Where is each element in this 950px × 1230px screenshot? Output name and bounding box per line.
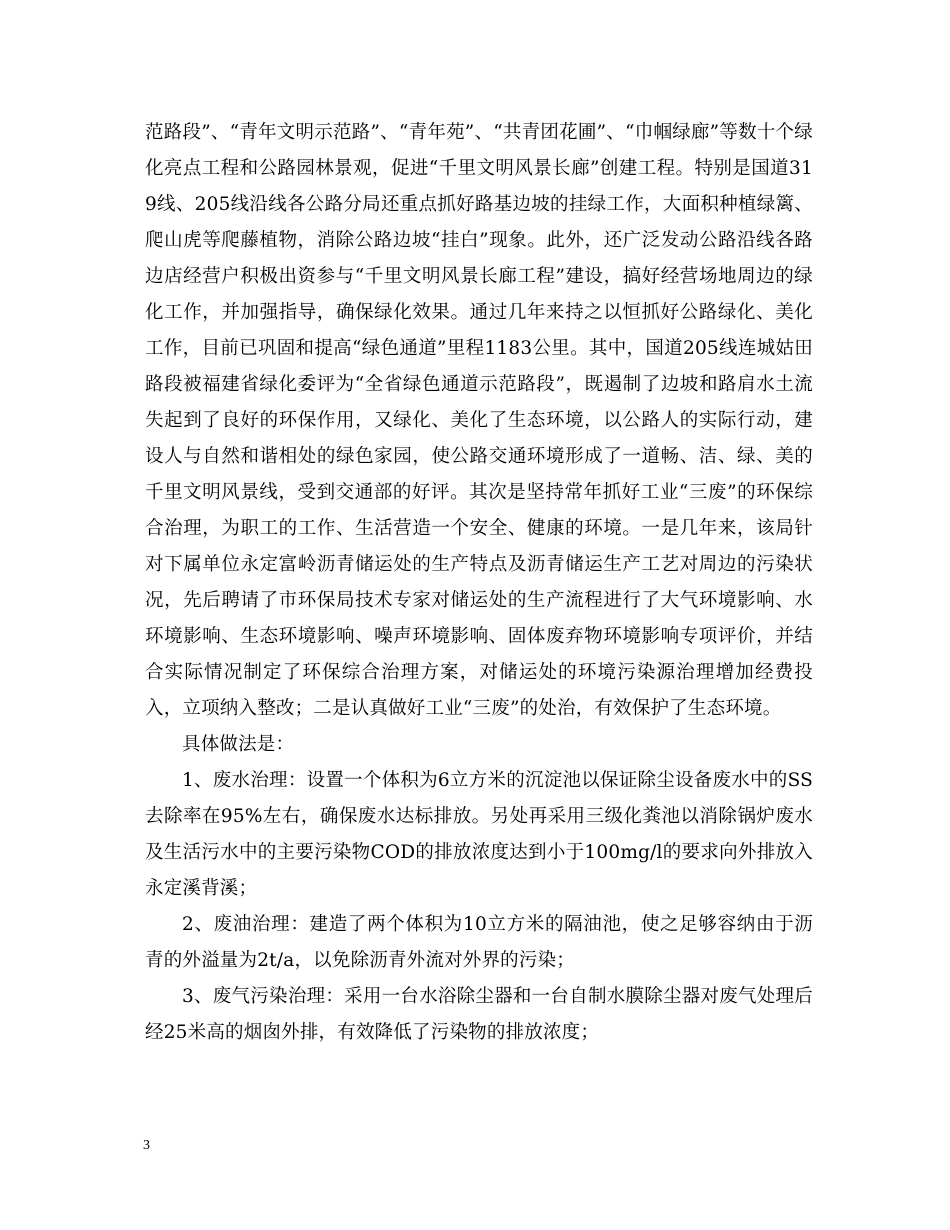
page-number: 3: [143, 1138, 150, 1153]
paragraph-main: 范路段”、“青年文明示范路”、“青年苑”、“共青团花圃”、“巾帼绿廊”等数十个绿化亮点工程和公路园林景观，促进“千里文明风景长廊”创建工程。特别是国道319线、205线沿线各公路分局还重点抓好路基边坡的挂绿工作，大面积种植绿篱、爬山虎等爬藤植物，消除公路边坡“挂白”现象。此外，还广泛发动公路沿线各路边店经营户积极出资参与“千里文明风景长廊工程”建设，搞好经营场地周边的绿化工作，并加强指导，确保绿化效果。通过几年来持之以恒抓好公路绿化、美化工作，目前已巩固和提高“绿色通道”里程1183公里。其中，国道205线连城姑田路段被福建省绿化委评为“全省绿色通道示范路段”，既遏制了边坡和路肩水土流失起到了良好的环保作用，又绿化、美化了生态环境，以公路人的实际行动，建设人与自然和谐相处的绿色家园，使公路交通环境形成了一道畅、洁、绿、美的千里文明风景线，受到交通部的好评。其次是坚持常年抓好工业“三废”的环保综合治理，为职工的工作、生活营造一个安全、健康的环境。一是几年来，该局针对下属单位永定富岭沥青储运处的生产特点及沥青储运生产工艺对周边的污染状况，先后聘请了市环保局技术专家对储运处的生产流程进行了大气环境影响、水环境影响、生态环境影响、噪声环境影响、固体废弃物环境影响专项评价，并结合实际情况制定了环保综合治理方案，对储运处的环境污染源治理增加经费投入，立项纳入整改；二是认真做好工业“三废”的处治，有效保护了生态环境。: [145, 122, 813, 719]
paragraph-wastewater: 1、废水治理：设置一个体积为6立方米的沉淀池以保证除尘设备废水中的SS去除率在95%左右，确保废水达标排放。另处再采用三级化粪池以消除锅炉废水及生活污水中的主要污染物COD的排放浓度达到小于100mg/l的要求向外排放入永定溪背溪；: [145, 770, 813, 899]
body-text: [145, 115, 813, 1051]
paragraph-waste-gas: 3、废气污染治理：采用一台水浴除尘器和一台自制水膜除尘器对废气处理后经25米高的烟囱外排，有效降低了污染物的排放浓度；: [145, 986, 813, 1043]
paragraph-methods-intro: 具体做法是：: [182, 734, 295, 755]
paragraph-waste-oil: 2、废油治理：建造了两个体积为10立方米的隔油池，使之足够容纳由于沥青的外溢量为2t/a，以免除沥青外流对外界的污染；: [145, 914, 813, 971]
